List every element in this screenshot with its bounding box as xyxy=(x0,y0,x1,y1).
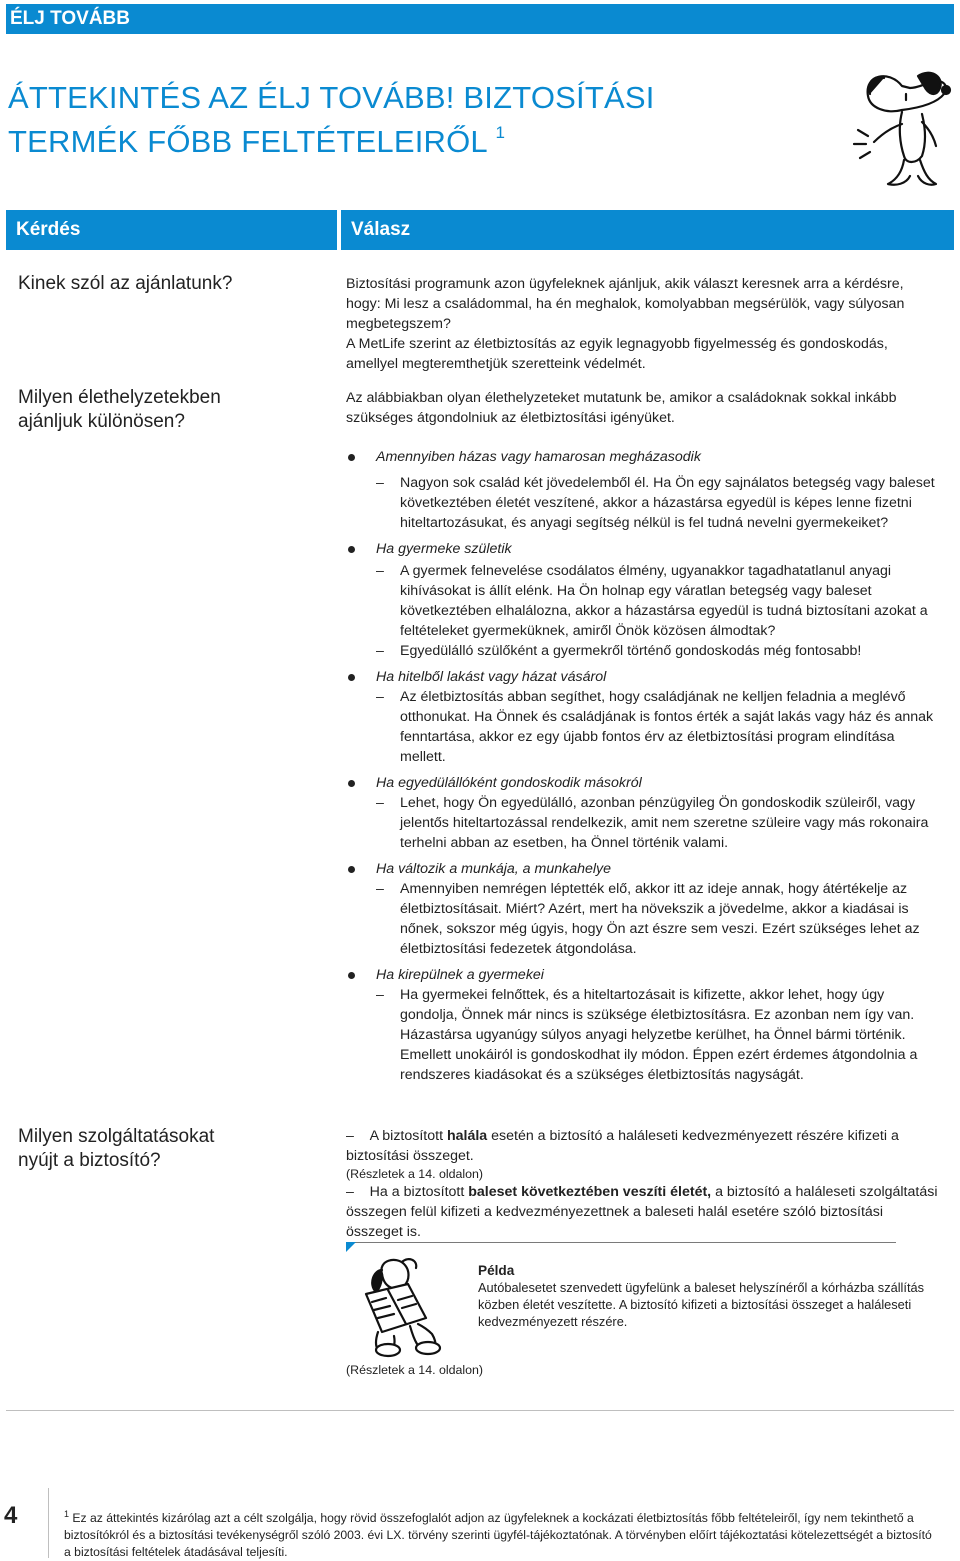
situation-detail: – Nagyon sok család két jövedelemből él. Ha Ön egy sajnálatos betegség vagy baleset következtében életét veszítené, akkor a házastársa egyedül is képes lenne fizetni hiteltartozásukat, és anyagi segítség nélkül is fel tudná nevelni gyermekeiket? xyxy=(376,475,935,531)
section-header-label: ÉLJ TOVÁBB xyxy=(10,8,131,29)
situation-detail: – Ha gyermekei felnőttek, és a hiteltartozásait is kifizette, akkor lehet, hogy úgy gondolja, Önnek már nincs is szüksége életbiztosításra. Ez azonban nem így van. Házastársa ugyanúgy súlyos anyagi helyzetbe kerülhet, ha Önnel bármi történik. Emellett unokáiról is gondoskodhat ily módon. Éppen ezért érdemes átgondolnia a rendszeres kiadásokat és a szükséges életbiztosítás nagyságát. xyxy=(376,987,918,1083)
situation-detail: – A gyermek felnevelése csodálatos élmény, ugyanakkor tagadhatatlanul anyagi kihívásokat is állít elénk. Ha Ön holnap egy váratlan betegség vagy baleset következtében elhalálozna, akkor a házastársa egyedül is tudná biztosítani azokat a feltételeket gyermeküknek, amiről Önök közösen álmodtak? xyxy=(376,563,928,639)
page-title xyxy=(8,80,728,159)
title-footnote-mark: 1 xyxy=(495,123,506,142)
dash-icon: – xyxy=(376,643,384,659)
corner-triangle-icon xyxy=(346,1242,356,1252)
dash-icon: – xyxy=(376,563,384,579)
answer-life-situations-intro-text: Az alábbiakban olyan élethelyzeteket mutatunk be, amikor a családoknak sokkal inkább szükséges átgondolniuk az életbiztosítási igényüket. xyxy=(346,390,897,426)
question-life-situations xyxy=(18,386,318,434)
situation-heading: Ha gyermeke születik xyxy=(376,541,512,557)
column-header-answer xyxy=(341,210,954,250)
footnote-mark: 1 xyxy=(64,1509,70,1519)
snoopy-pointing-icon xyxy=(844,64,960,192)
example-title: Példa xyxy=(478,1263,515,1278)
answer-target-audience-p2: A MetLife szerint az életbiztosítás az egyik legnagyobb figyelmesség és gondoskodás, amellyel megteremthetjük szeretteink védelmét. xyxy=(346,336,888,372)
example-box xyxy=(478,1262,938,1330)
column-header-answer-label: Válasz xyxy=(351,219,411,240)
situation-detail: – Lehet, hogy Ön egyedülálló, azonban pénzügyileg Ön gondoskodik szüleiről, vagy jelentős hiteltartozással rendelkezik, amit nem szeretne szüleire vagy más rokonaira terhelni abban az esetben, ha Önnel történik valami. xyxy=(376,795,929,851)
column-header-question-label: Kérdés xyxy=(16,219,81,240)
bullet-icon xyxy=(348,454,355,461)
dash-icon: – xyxy=(376,987,384,1003)
page-title-line1: ÁTTEKINTÉS AZ ÉLJ TOVÁBB! BIZTOSÍTÁSI xyxy=(8,80,655,115)
question-life-situations-line1: Milyen élethelyzetekben xyxy=(18,387,221,408)
answer-target-audience-p1: Biztosítási programunk azon ügyfeleknek ajánljuk, akik választ keresnek arra a kérdésre, hogy: Mi lesz a családommal, ha én meghalok, komolyabban megsérülök, vagy súlyosan megbetegszem? xyxy=(346,276,905,332)
service-accidental-death: – Ha a biztosított baleset következtében veszíti életét, a biztosító a haláleseti szolgáltatási összegen felül kifizeti a kedvezményezettnek a baleseti halál esetére szóló biztosítási összeget is. xyxy=(346,1184,938,1240)
situation-detail: – Egyedülálló szülőként a gyermekről történő gondoskodás még fontosabb! xyxy=(376,643,862,659)
dash-icon: – xyxy=(376,689,384,705)
list-item xyxy=(346,667,940,687)
footer-vertical-divider xyxy=(48,1488,49,1558)
snoopy-reading-icon xyxy=(348,1254,456,1358)
column-header-question xyxy=(6,210,337,250)
list-item xyxy=(346,859,940,879)
dash-icon: – xyxy=(376,795,384,811)
page-number: 4 xyxy=(4,1502,18,1529)
answer-life-situations-intro xyxy=(346,388,940,428)
bullet-icon xyxy=(348,972,355,979)
situation-heading: Ha kirepülnek a gyermekei xyxy=(376,967,544,983)
situation-detail: – Az életbiztosítás abban segíthet, hogy családjának ne kelljen feladnia a meglévő otthonukat. Ha Önnek és családjának is fontos érték a saját lakás vagy ház és annak fenntartása, akkor ez egy újabb fontos érv az életbiztosítási program elindítása mellett. xyxy=(376,689,934,765)
list-item xyxy=(346,965,940,985)
situation-detail: – Amennyiben nemrégen léptették elő, akkor itt az ideje annak, hogy átértékelje az életbiztosításait. Miért? Azért, mert ha növekszik a jövedelme, akkor a kiadásai is nőnek, sokszor még úgyis, hogy Ön azt észre sem veszi. Ezért szükséges lehet az életbiztosítási fedezetek átgondolása. xyxy=(376,881,920,957)
situation-heading: Amennyiben házas vagy hamarosan megházasodik xyxy=(376,449,701,465)
list-item xyxy=(346,539,940,559)
question-services xyxy=(18,1125,318,1173)
service-death: – A biztosított halála esetén a biztosító a haláleseti kedvezményezett részére kifizeti a biztosítási összeget. xyxy=(346,1128,899,1164)
dash-icon: – xyxy=(376,881,384,897)
dash-icon: – xyxy=(346,1128,354,1144)
section-header-bar xyxy=(6,4,954,34)
bullet-icon xyxy=(348,866,355,873)
list-item xyxy=(346,447,940,467)
service-death-reference: (Részletek a 14. oldalon) xyxy=(346,1167,484,1181)
footer-divider xyxy=(6,1410,954,1411)
situation-heading: Ha egyedülállóként gondoskodik másokról xyxy=(376,775,642,791)
question-services-line1: Milyen szolgáltatásokat xyxy=(18,1126,215,1147)
footnote-text: Ez az áttekintés kizárólag azt a célt szolgálja, hogy rövid összefoglalót adjon az ügyfeleknek a kockázati életbiztosítás főbb feltételeiről, így nem tekinthető a biztosítókról és a biztosítási tevékenységről szóló 2003. évi LX. törvény szerinti ügyfél-tájékoztatónak. A törvényben előírt tájékoztatási kötelezettségét a biztosító a biztosítási feltételek átadásával teljesíti. xyxy=(64,1511,932,1560)
footnote xyxy=(64,1506,938,1561)
bullet-icon xyxy=(348,780,355,787)
bullet-icon xyxy=(348,546,355,553)
example-reference: (Részletek a 14. oldalon) xyxy=(346,1363,484,1377)
services-block xyxy=(346,1126,940,1242)
question-target-audience: Kinek szól az ajánlatunk? xyxy=(18,273,233,294)
list-item xyxy=(346,773,940,793)
situation-heading: Ha változik a munkája, a munkahelye xyxy=(376,861,612,877)
divider xyxy=(346,1242,896,1243)
page-title-line2: TERMÉK FŐBB FELTÉTELEIRŐL xyxy=(8,124,487,159)
situation-heading: Ha hitelből lakást vagy házat vásárol xyxy=(376,669,607,685)
question-services-line2: nyújt a biztosító? xyxy=(18,1150,161,1171)
dash-icon: – xyxy=(346,1184,354,1200)
answer-target-audience xyxy=(346,274,940,374)
question-life-situations-line2: ajánljuk különösen? xyxy=(18,411,185,432)
bullet-icon xyxy=(348,674,355,681)
dash-icon: – xyxy=(376,475,384,491)
situations-list xyxy=(346,447,940,1085)
example-text: Autóbalesetet szenvedett ügyfelünk a baleset helyszínéről a kórházba szállítás közben életét veszítette. A biztosító kifizeti a biztosítási összeget a haláleseti kedvezményezett részére. xyxy=(478,1280,925,1329)
